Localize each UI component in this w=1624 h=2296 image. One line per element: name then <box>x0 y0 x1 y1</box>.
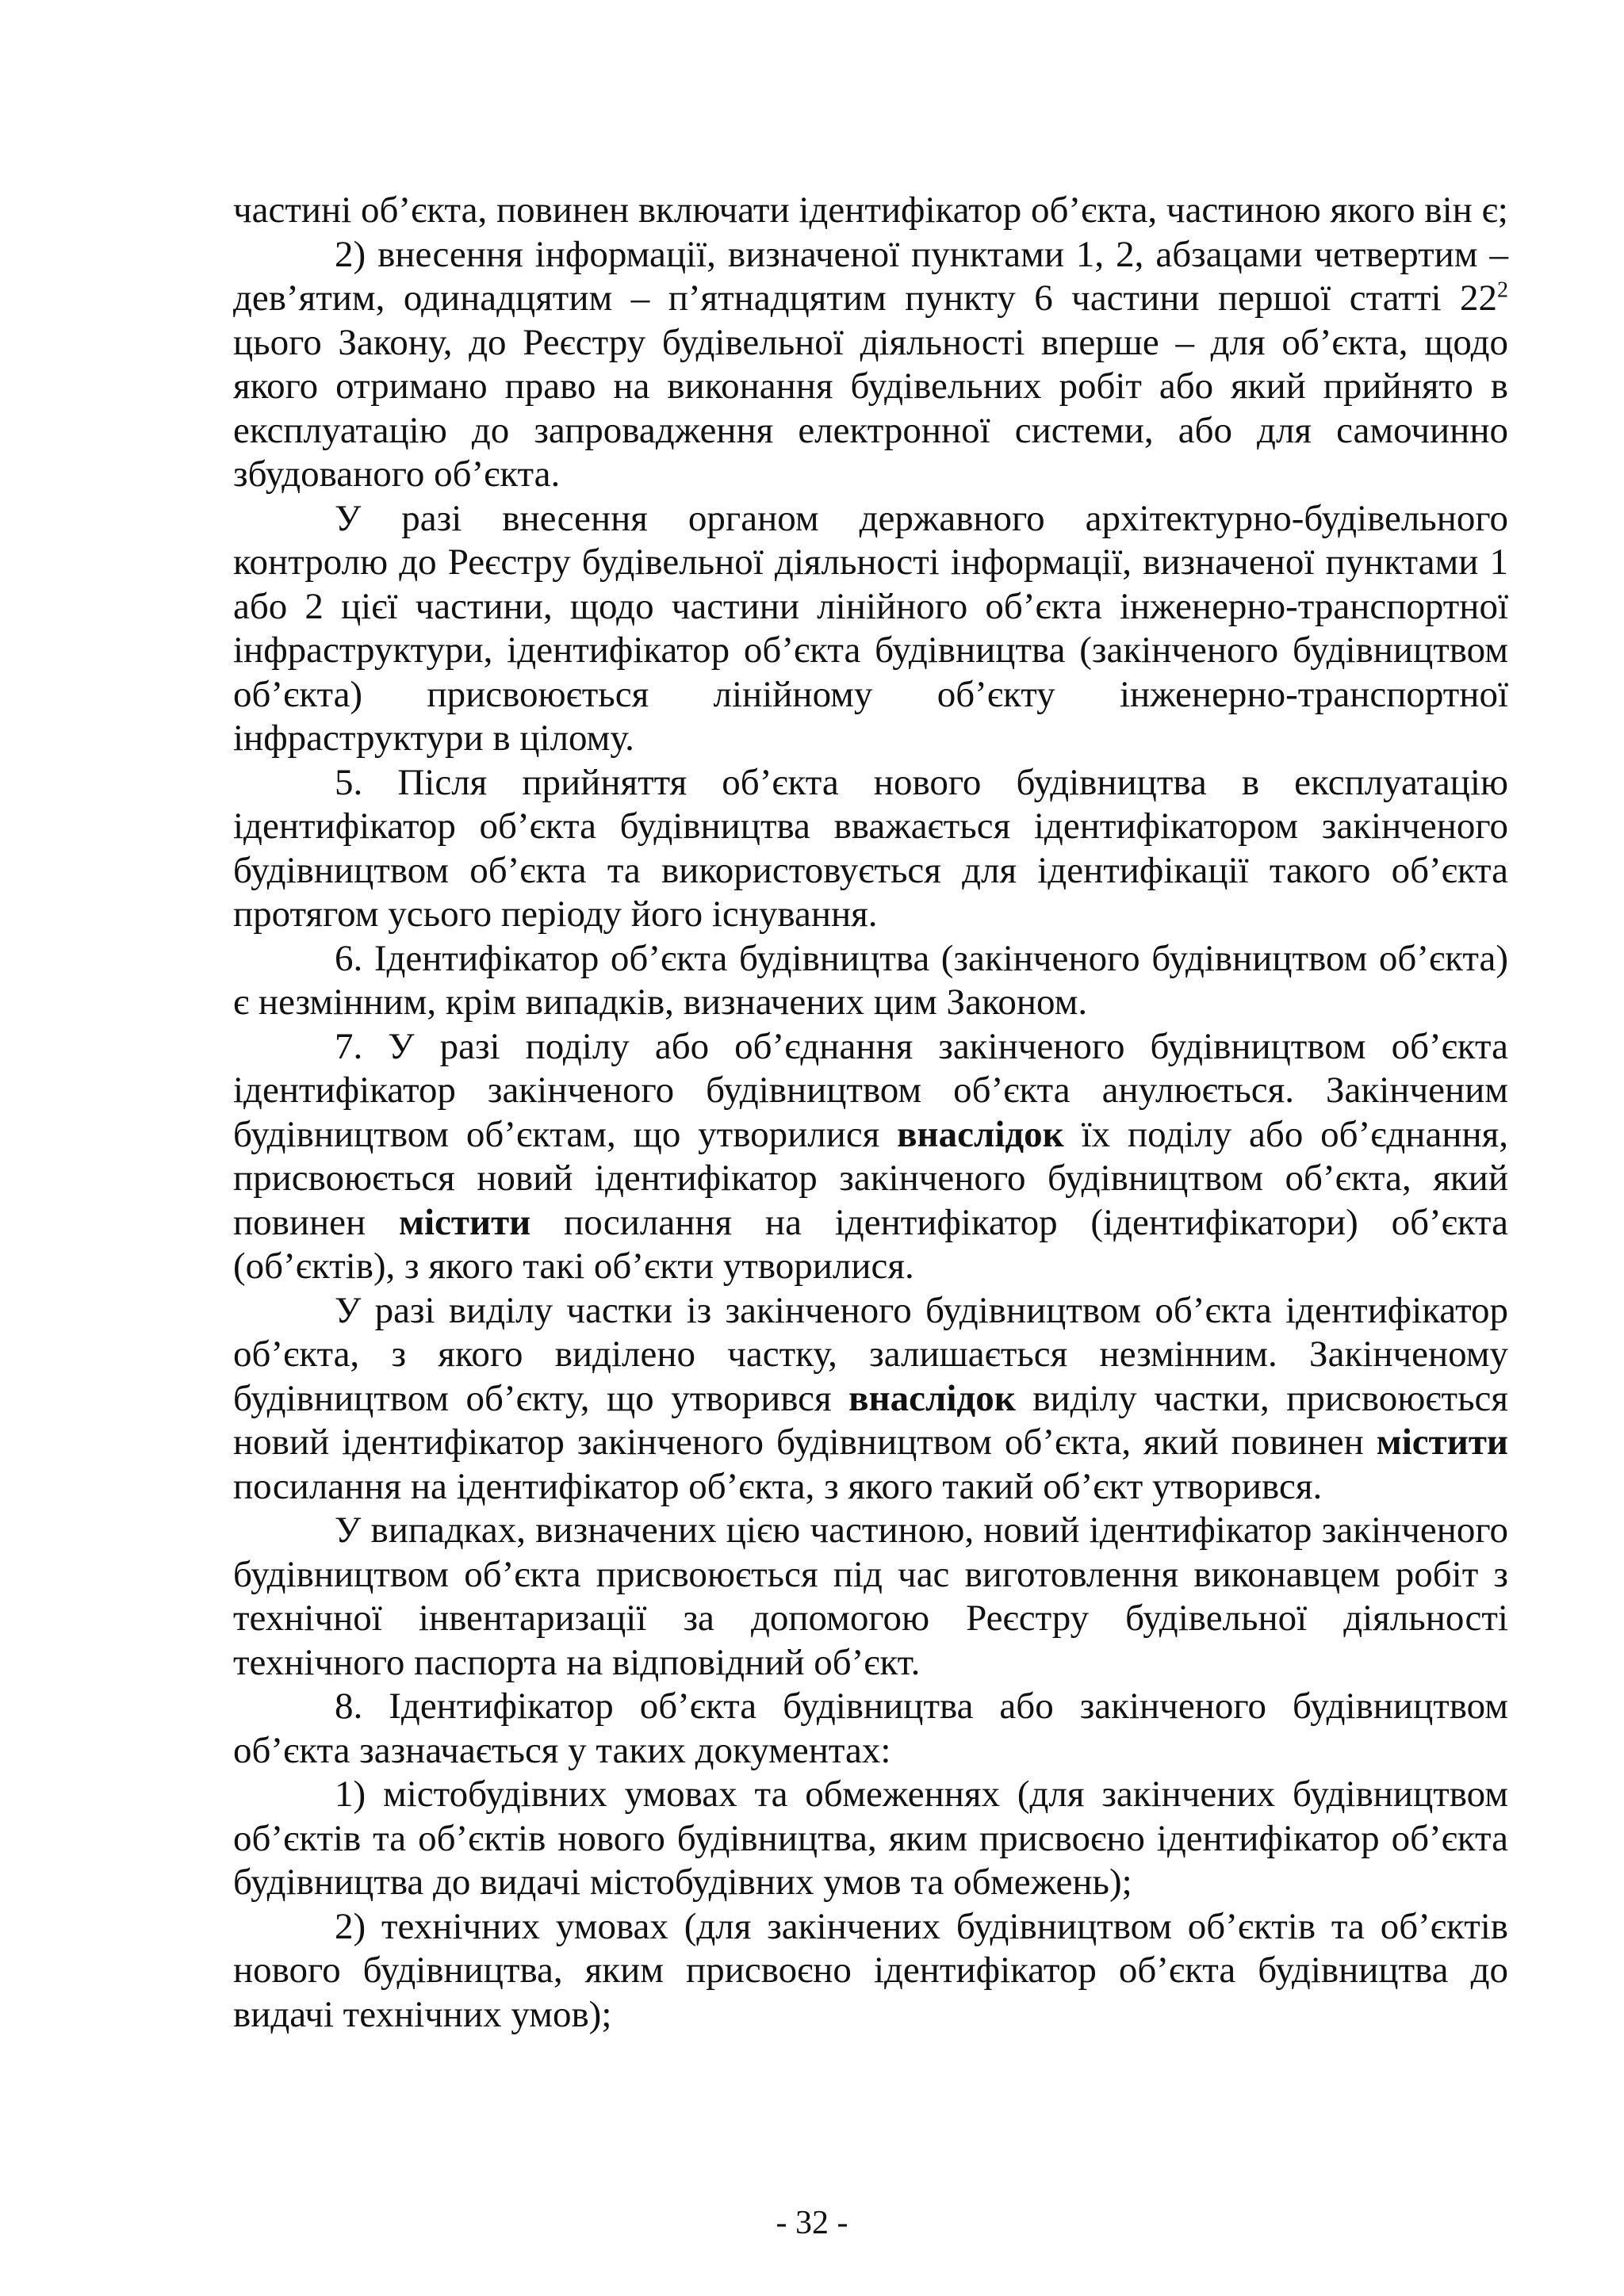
page-number: - 32 - <box>776 2205 848 2241</box>
paragraph-text: У випадках, визначених цією частиною, новий ідентифікатор закінченого будівництвом об’єкта присвоюється під час виготовлення виконавцем робіт з технічної інвентаризації за допомогою Реєстру будівельної діяльності технічного паспорта на відповідний об’єкт. <box>233 1510 1508 1683</box>
bold-word: внаслідок <box>897 1113 1064 1155</box>
paragraph-text: 5. Після прийняття об’єкта нового будівництва в експлуатацію ідентифікатор об’єкта будівництва вважається ідентифікатором закінченого будівництвом об’єкта та використовується для ідентифікації такого об’єкта протягом усього періоду його існування. <box>233 761 1508 935</box>
paragraph-text: 1) містобудівних умовах та обмеженнях (для закінчених будівництвом об’єктів та об’єктів нового будівництва, яким присвоєно ідентифікатор об’єкта будівництва до видачі містобудівних умов та обмежень); <box>233 1774 1508 1903</box>
paragraph-clause-6 <box>233 937 1508 1025</box>
paragraph-text: виділу частки, присвоюється новий ідентифікатор закінченого будівництвом об’єкта, який повинен <box>233 1377 1509 1463</box>
paragraph-text: У разі виділу частки із закінченого будівництвом об’єкта ідентифікатор об’єкта, з якого виділено частку, залишається незмінним. Закінченому будівництвом об’єкту, що утворився <box>233 1289 1508 1419</box>
paragraph-text: У разі внесення органом державного архітектурно-будівельного контролю до Реєстру будівельної діяльності інформації, визначеної пунктами 1 або 2 цієї частини, щодо частини лінійного об’єкта інженерно-транспортної інфраструктури, ідентифікатор об’єкта будівництва (закінченого будівництвом об’єкта) присвоюється лінійному об’єкту інженерно-транспортної інфраструктури в цілому. <box>233 497 1508 759</box>
paragraph-text: 8. Ідентифікатор об’єкта будівництва або закінченого будівництвом об’єкта зазначається у таких документах: <box>233 1686 1508 1771</box>
bold-word: містити <box>398 1201 531 1243</box>
paragraph-text: посилання на ідентифікатор (ідентифікатори) об’єкта (об’єктів), з якого такі об’єкти утворилися. <box>233 1201 1508 1287</box>
paragraph-text: 6. Ідентифікатор об’єкта будівництва (закінченого будівництвом об’єкта) є незмінним, крім випадків, визначених цим Законом. <box>233 937 1508 1023</box>
paragraph-text: їх поділу або об’єднання, присвоюється новий ідентифікатор закінченого будівництвом об’єкта, який повинен <box>233 1113 1508 1243</box>
paragraph-text: цього Закону, до Реєстру будівельної діяльності вперше – для об’єкта, щодо якого отримано право на виконання будівельних робіт або який прийнято в експлуатацію до запровадження електронної системи, або для самочинно збудованого об’єкта. <box>233 321 1508 495</box>
bold-word: внаслідок <box>848 1377 1016 1419</box>
paragraph-text: 7. У разі поділу або об’єднання закінченого будівництвом об’єкта ідентифікатор закінченого будівництвом об’єкта анулюється. Закінченим будівництвом об’єктам, що утворилися <box>233 1025 1508 1155</box>
paragraph-share-allocation <box>233 1289 1508 1510</box>
paragraph-text: 2) технічних умовах (для закінчених будівництвом об’єктів та об’єктів нового будівництва, яким присвоєно ідентифікатор об’єкта будівництва до видачі технічних умов); <box>233 1905 1508 2035</box>
document-page <box>233 189 1508 2037</box>
paragraph-clause-7 <box>233 1025 1508 1289</box>
paragraph-text: частині об’єкта, повинен включати ідентифікатор об’єкта, частиною якого він є; <box>233 189 1508 231</box>
paragraph-clause-8 <box>233 1685 1508 1773</box>
paragraph-text: 2) внесення інформації, визначеної пунктами 1, 2, абзацами четвертим – дев’ятим, одинадцятим – п’ятнадцятим пункту 6 частини першої статті 22 <box>233 233 1508 319</box>
paragraph-clause-5 <box>233 761 1508 937</box>
paragraph-text: посилання на ідентифікатор об’єкта, з якого такий об’єкт утворився. <box>233 1465 1323 1507</box>
paragraph-continuation <box>233 189 1508 233</box>
paragraph-cases <box>233 1509 1508 1685</box>
superscript: 2 <box>1497 277 1508 303</box>
paragraph-linear-object <box>233 497 1508 761</box>
bold-word: містити <box>1376 1422 1508 1463</box>
paragraph-list-item-1 <box>233 1773 1508 1905</box>
paragraph-item-2 <box>233 233 1508 497</box>
paragraph-list-item-2 <box>233 1905 1508 2038</box>
